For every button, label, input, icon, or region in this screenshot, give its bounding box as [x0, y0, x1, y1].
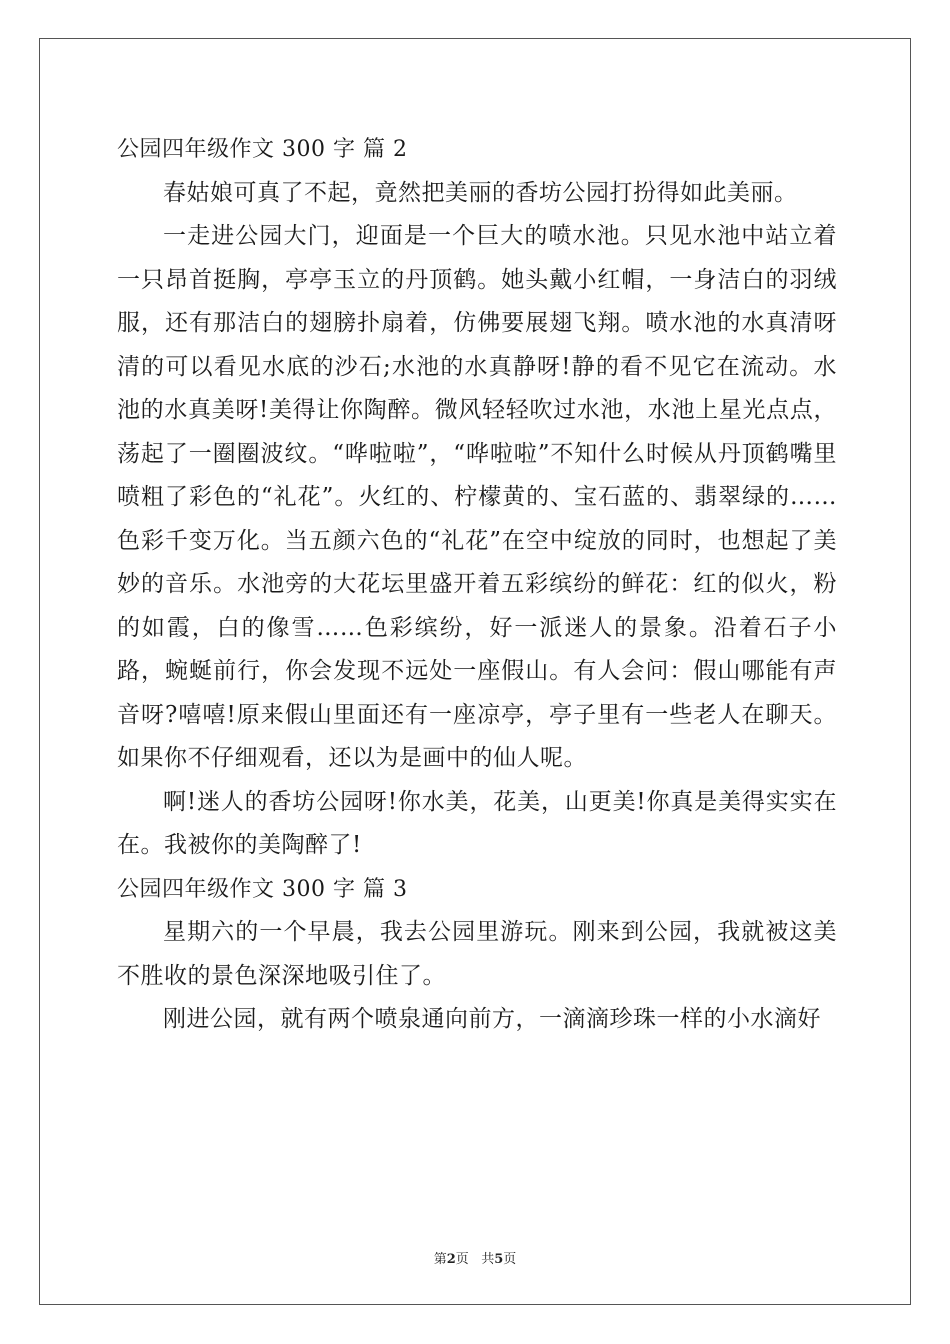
- paragraph: 刚进公园，就有两个喷泉通向前方，一滴滴珍珠一样的小水滴好: [163, 1006, 821, 1032]
- footer-prefix: 第: [433, 1252, 447, 1267]
- footer-suffix: 页: [503, 1252, 517, 1267]
- section-heading: 公园四年级作文 300 字 篇 2: [117, 137, 408, 162]
- footer-middle: 页 共: [455, 1252, 495, 1267]
- page-footer: [0, 1248, 950, 1267]
- paragraph: 星期六的一个早晨，我去公园里游玩。刚来到公园，我就被这美不胜收的景色深深地吸引住了。: [117, 919, 837, 989]
- paragraph: 一走进公园大门，迎面是一个巨大的喷水池。只见水池中站立着一只昂首挺胸，亭亭玉立的丹顶鹤。她头戴小红帽，一身洁白的羽绒服，还有那洁白的翅膀扑扇着，仿佛要展翅飞翔。喷水池的水真清呀清的可以看见水底的沙石;水池的水真静呀!静的看不见它在流动。水池的水真美呀!美得让你陶醉。微风轻轻吹过水池，水池上星光点点，荡起了一圈圈波纹。“哗啦啦”，“哗啦啦”不知什么时候从丹顶鹤嘴里喷粗了彩色的“礼花”。火红的、柠檬黄的、宝石蓝的、翡翠绿的……色彩千变万化。当五颜六色的“礼花”在空中绽放的同时，也想起了美妙的音乐。水池旁的大花坛里盛开着五彩缤纷的鲜花：红的似火，粉的如霞，白的像雪……色彩缤纷，好一派迷人的景象。沿着石子小路，蜿蜒前行，你会发现不远处一座假山。有人会问：假山哪能有声音呀?嘻嘻!原来假山里面还有一座凉亭，亭子里有一些老人在聊天。如果你不仔细观看，还以为是画中的仙人呢。: [117, 223, 837, 771]
- current-page-number: 2: [446, 1252, 456, 1267]
- paragraph: 啊!迷人的香坊公园呀!你水美，花美，山更美!你真是美得实实在在。我被你的美陶醉了!: [117, 788, 837, 858]
- paragraph: 春姑娘可真了不起，竟然把美丽的香坊公园打扮得如此美丽。: [163, 179, 798, 206]
- section-heading: 公园四年级作文 300 字 篇 3: [117, 876, 408, 902]
- total-pages-number: 5: [494, 1252, 504, 1267]
- document-body: [117, 128, 837, 1042]
